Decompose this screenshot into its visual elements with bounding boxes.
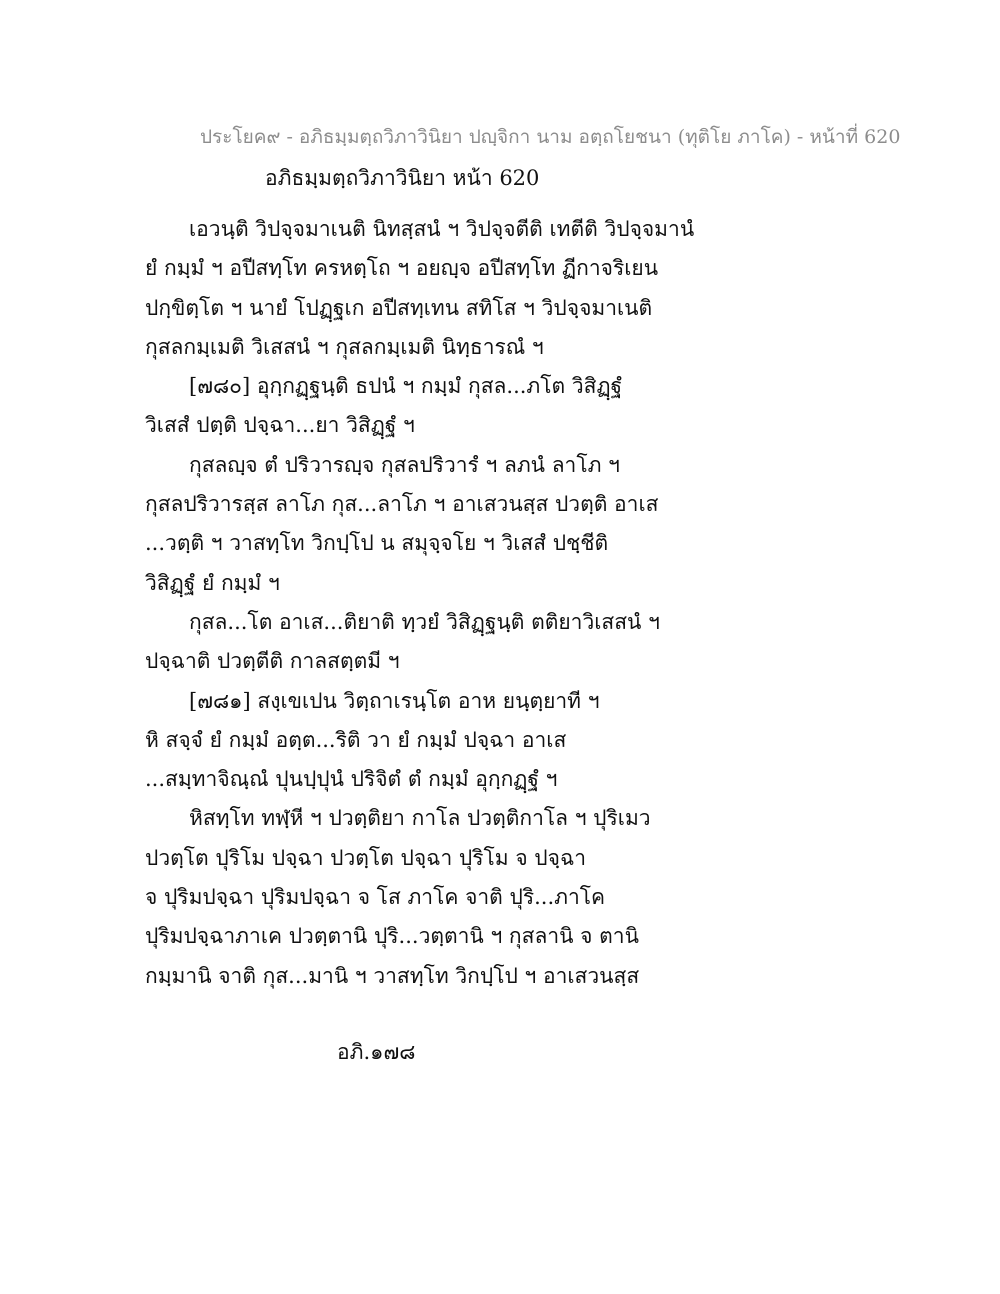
text-line: ปกฺขิตฺโต ฯ นายํ โปฏฺฐเก อปีสทฺเทน สทิโส ฯ วิปจฺจมาเนติ bbox=[145, 295, 653, 320]
text-line: กมฺมานิ จาติ กุส...มานิ ฯ วาสทฺโท วิกปฺโป ฯ อาเสวนสฺส bbox=[145, 963, 640, 988]
text-line: กุสลกมฺเมติ วิเสสนํ ฯ กุสลกมฺเมติ นิทฺธารณํ ฯ bbox=[145, 334, 544, 359]
text-line: กุสลญฺจ ตํ ปริวารญฺจ กุสลปริวารํ ฯ ลภนํ ลาโภ ฯ bbox=[189, 452, 620, 477]
text-line: ปจฺฉาติ ปวตฺตีติ กาลสตฺตมี ฯ bbox=[145, 649, 400, 674]
running-header: ประโยค๙ - อภิธมฺมตฺถวิภาวินิยา ปญฺจิกา นาม อตฺถโยชนา (ทุติโย ภาโค) - หน้าที่ 620 bbox=[200, 126, 901, 148]
text-line: หิสทฺโท ทฬฺหี ฯ ปวตฺติยา กาโล ปวตฺติกาโล ฯ ปุริเมว bbox=[189, 806, 651, 831]
text-line: วิเสสํ ปตฺติ ปจฺฉา...ยา วิสิฏฺฐํ ฯ bbox=[145, 413, 415, 438]
body-text bbox=[145, 210, 695, 996]
page-title: อภิธมฺมตฺถวิภาวินิยา หน้า 620 bbox=[265, 166, 540, 190]
text-line: ยํ กมฺมํ ฯ อปีสทฺโท ครหตฺโถ ฯ อยญฺจ อปีสทฺโท ฏีกาจริเยน bbox=[145, 256, 659, 281]
text-line: ...สมฺทาจิณฺณํ ปุนปฺปุนํ ปริจิตํ ตํ กมฺมํ อุกฺกฏฺฐํ ฯ bbox=[145, 767, 558, 792]
text-line: [๗๘๐] อุกฺกฏฺฐนฺติ ธปนํ ฯ กมฺมํ กุสล...ภโต วิสิฏฺฐํ bbox=[189, 374, 623, 399]
text-line: หิ สจฺจํ ยํ กมฺมํ อตฺต...ริติ วา ยํ กมฺมํ ปจฺฉา อาเส bbox=[145, 727, 567, 752]
text-line: ปุริมปจฺฉาภาเค ปวตฺตานิ ปุริ...วตฺตานิ ฯ กุสลานิ จ ตานิ bbox=[145, 924, 639, 949]
text-line: ปวตฺโต ปุริโม ปจฺฉา ปวตฺโต ปจฺฉา ปุริโม จ ปจฺฉา bbox=[145, 845, 587, 870]
text-line: เอวนฺติ วิปจฺจมาเนติ นิทสฺสนํ ฯ วิปจฺจตีติ เทตีติ วิปจฺจมานํ bbox=[189, 217, 695, 241]
text-line: กุสลปริวารสฺส ลาโภ กุส...ลาโภ ฯ อาเสวนสฺส ปวตฺติ อาเส bbox=[145, 492, 659, 517]
page-footer-code: อภิ.๑๗๘ bbox=[337, 1040, 416, 1064]
text-line: กุสล...โต อาเส...ติยาติ ทฺวยํ วิสิฏฺฐนฺติ ตติยาวิเสสนํ ฯ bbox=[189, 609, 660, 634]
text-line: วิสิฏฺฐํ ยํ กมฺมํ ฯ bbox=[145, 570, 280, 595]
text-line: ...วตฺติ ฯ วาสทฺโท วิกปฺโป น สมุจฺจโย ฯ วิเสสํ ปชฺชีติ bbox=[145, 531, 609, 556]
text-line: [๗๘๑] สงฺเขเปน วิตฺถาเรนฺโต อาห ยนฺตฺยาที ฯ bbox=[189, 688, 600, 713]
text-line: จ ปุริมปจฺฉา ปุริมปจฺฉา จ โส ภาโค จาติ ปุริ...ภาโค bbox=[145, 885, 606, 910]
